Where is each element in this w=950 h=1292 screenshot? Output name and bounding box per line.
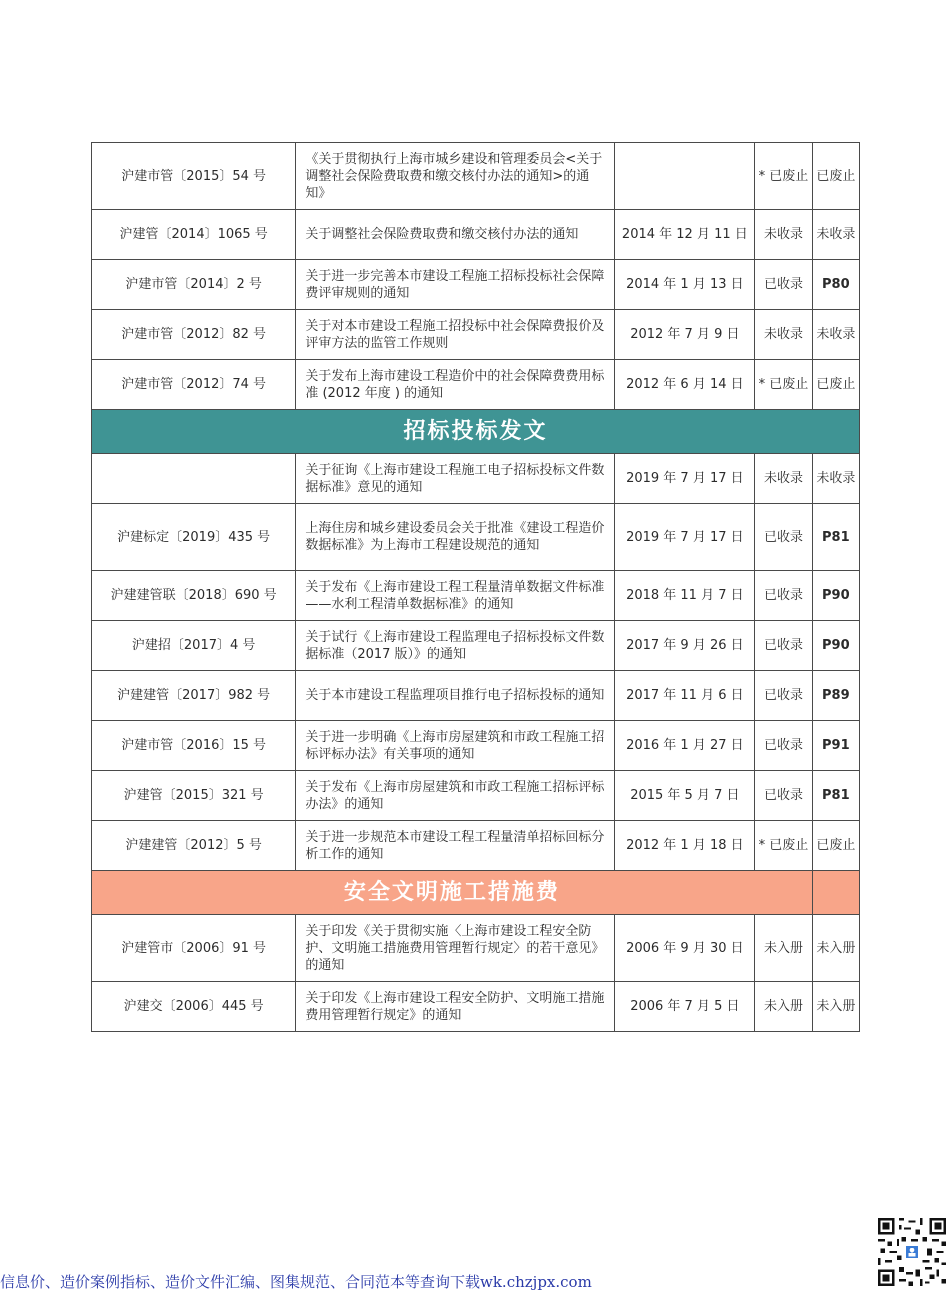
doc-title: 关于发布上海市建设工程造价中的社会保障费费用标准 (2012 年度 ) 的通知 [296,360,615,410]
doc-status: 已收录 [755,571,812,621]
doc-status: 未收录 [755,210,812,260]
doc-title: 关于试行《上海市建设工程监理电子招标投标文件数据标准（2017 版）》的通知 [296,621,615,671]
doc-title: 关于进一步明确《上海市房屋建筑和市政工程施工招标评标办法》有关事项的通知 [296,721,615,771]
doc-status: 未入册 [755,982,812,1032]
table-row [92,210,860,260]
doc-page-status: 未收录 [812,210,859,260]
doc-code: 沪建市管〔2016〕15 号 [92,721,296,771]
doc-date: 2006 年 9 月 30 日 [615,915,755,982]
doc-date: 2018 年 11 月 7 日 [615,571,755,621]
doc-page-status: 已废止 [812,143,859,210]
doc-code: 沪建市管〔2014〕2 号 [92,260,296,310]
doc-status: 已收录 [755,260,812,310]
table-row [92,143,860,210]
doc-status: 已收录 [755,504,812,571]
doc-code: 沪建交〔2006〕445 号 [92,982,296,1032]
doc-code [92,454,296,504]
doc-status: 未入册 [755,915,812,982]
doc-page-ref: P81 [812,771,859,821]
doc-page-status: 未入册 [812,915,859,982]
doc-date: 2019 年 7 月 17 日 [615,454,755,504]
doc-date: 2019 年 7 月 17 日 [615,504,755,571]
doc-date: 2006 年 7 月 5 日 [615,982,755,1032]
doc-date: 2017 年 9 月 26 日 [615,621,755,671]
doc-title: 关于进一步完善本市建设工程施工招标投标社会保障费评审规则的通知 [296,260,615,310]
doc-title: 关于征询《上海市建设工程施工电子招标投标文件数据标准》意见的通知 [296,454,615,504]
doc-date: 2016 年 1 月 27 日 [615,721,755,771]
doc-status: 已收录 [755,621,812,671]
section-header-safety [92,871,860,915]
qr-code-icon [878,1218,946,1286]
doc-title: 关于印发《关于贯彻实施〈上海市建设工程安全防护、文明施工措施费用管理暂行规定〉的若干意见》的通知 [296,915,615,982]
doc-status: * 已废止 [755,143,812,210]
doc-code: 沪建招〔2017〕4 号 [92,621,296,671]
doc-status: * 已废止 [755,360,812,410]
table-row [92,671,860,721]
doc-code: 沪建市管〔2015〕54 号 [92,143,296,210]
table-row [92,310,860,360]
doc-date [615,143,755,210]
section-empty-cell [812,871,859,915]
doc-code: 沪建市管〔2012〕74 号 [92,360,296,410]
doc-page-status: 未收录 [812,454,859,504]
section-title: 招标投标发文 [92,410,860,454]
table-row [92,771,860,821]
doc-status: 未收录 [755,454,812,504]
doc-page-ref: P89 [812,671,859,721]
doc-title: 关于发布《上海市建设工程工程量清单数据文件标准——水利工程清单数据标准》的通知 [296,571,615,621]
table-row [92,821,860,871]
table-row [92,360,860,410]
doc-status: 未收录 [755,310,812,360]
doc-code: 沪建管市〔2006〕91 号 [92,915,296,982]
doc-page-ref: P80 [812,260,859,310]
doc-title: 关于发布《上海市房屋建筑和市政工程施工招标评标办法》的通知 [296,771,615,821]
doc-page-status: 未收录 [812,310,859,360]
table-row [92,260,860,310]
doc-code: 沪建建管〔2017〕982 号 [92,671,296,721]
doc-title: 上海住房和城乡建设委员会关于批准《建设工程造价数据标准》为上海市工程建设规范的通知 [296,504,615,571]
doc-status: 已收录 [755,671,812,721]
table-row [92,454,860,504]
table-row [92,621,860,671]
doc-title: 关于对本市建设工程施工招投标中社会保障费报价及评审方法的监管工作规则 [296,310,615,360]
doc-code: 沪建建管联〔2018〕690 号 [92,571,296,621]
doc-date: 2012 年 7 月 9 日 [615,310,755,360]
doc-date: 2012 年 6 月 14 日 [615,360,755,410]
doc-page-ref: P91 [812,721,859,771]
doc-code: 沪建市管〔2012〕82 号 [92,310,296,360]
table-row [92,571,860,621]
doc-page-ref: P90 [812,571,859,621]
doc-date: 2014 年 12 月 11 日 [615,210,755,260]
doc-code: 沪建标定〔2019〕435 号 [92,504,296,571]
regulation-table [91,142,860,1032]
doc-title: 关于调整社会保险费取费和缴交核付办法的通知 [296,210,615,260]
doc-page-status: 已废止 [812,821,859,871]
doc-code: 沪建管〔2015〕321 号 [92,771,296,821]
doc-date: 2017 年 11 月 6 日 [615,671,755,721]
doc-page-ref: P90 [812,621,859,671]
doc-page-status: 未入册 [812,982,859,1032]
doc-code: 沪建建管〔2012〕5 号 [92,821,296,871]
doc-title: 关于进一步规范本市建设工程工程量清单招标回标分析工作的通知 [296,821,615,871]
table-row [92,721,860,771]
footer-link-text[interactable]: 信息价、造价案例指标、造价文件汇编、图集规范、合同范本等查询下载wk.chzjpx.com [0,1273,592,1291]
doc-date: 2012 年 1 月 18 日 [615,821,755,871]
doc-title: 关于印发《上海市建设工程安全防护、文明施工措施费用管理暂行规定》的通知 [296,982,615,1032]
doc-status: 已收录 [755,771,812,821]
doc-page-status: 已废止 [812,360,859,410]
section-header-bidding [92,410,860,454]
table-row [92,915,860,982]
doc-page-ref: P81 [812,504,859,571]
doc-status: * 已废止 [755,821,812,871]
table-row [92,982,860,1032]
section-title: 安全文明施工措施费 [92,871,813,915]
doc-date: 2014 年 1 月 13 日 [615,260,755,310]
doc-code: 沪建管〔2014〕1065 号 [92,210,296,260]
doc-status: 已收录 [755,721,812,771]
doc-title: 关于本市建设工程监理项目推行电子招标投标的通知 [296,671,615,721]
table-row [92,504,860,571]
doc-date: 2015 年 5 月 7 日 [615,771,755,821]
doc-title: 《关于贯彻执行上海市城乡建设和管理委员会<关于调整社会保险费取费和缴交核付办法的通知>的通知》 [296,143,615,210]
